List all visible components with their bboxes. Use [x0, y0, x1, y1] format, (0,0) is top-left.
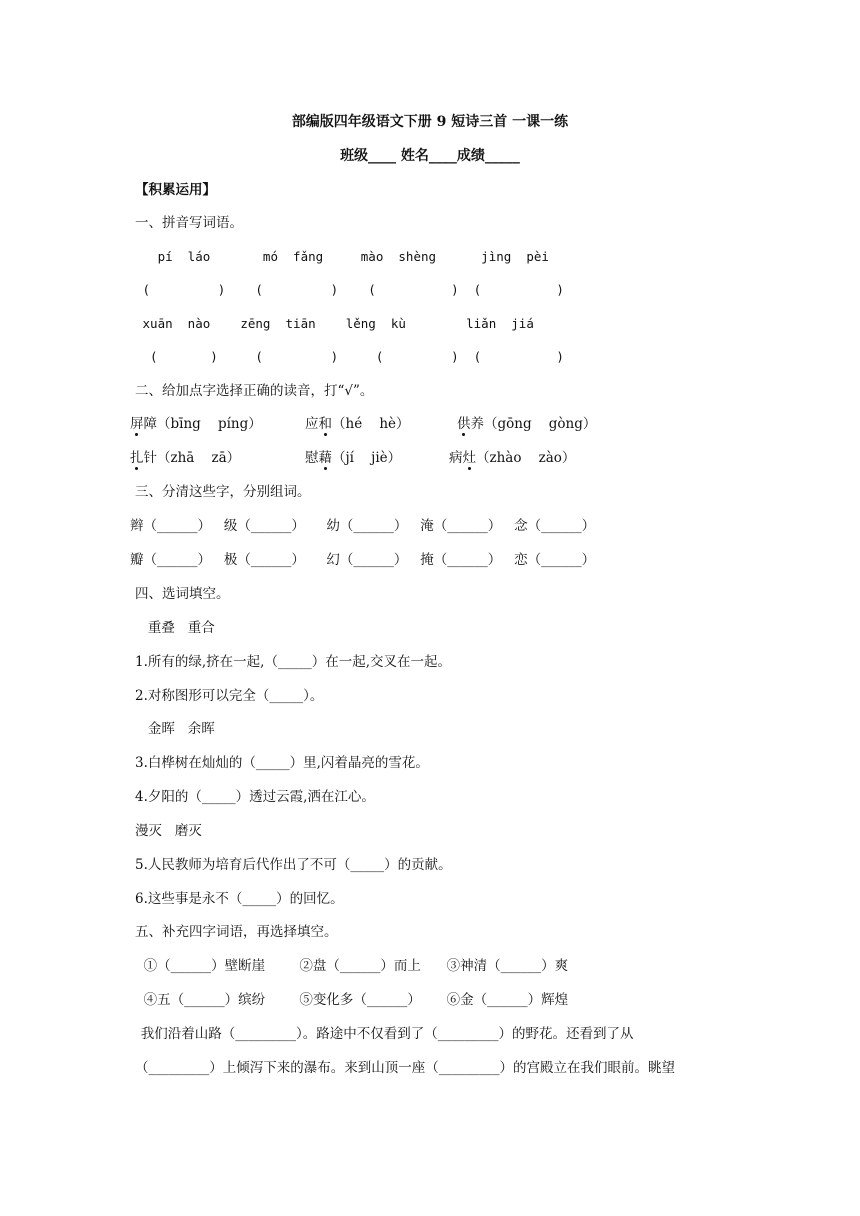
- q2-item-4: 扎针（zhā zā）: [130, 450, 241, 466]
- q1-pinyin-row-2: xuān nào zēng tiān lěng kù liǎn jiá: [135, 316, 534, 331]
- q4-sentence-4: 4.夕阳的（_____）透过云霞,洒在江心。: [135, 789, 375, 805]
- q4-sentence-5: 5.人民教师为培育后代作出了不可（_____）的贡献。: [135, 857, 452, 873]
- q4-sentence-2: 2.对称图形可以完全（_____）。: [135, 688, 324, 704]
- q4-sentence-3: 3.白桦树在灿灿的（_____）里,闪着晶亮的雪花。: [135, 755, 429, 771]
- q2-item-3: 供养（gōng gòng）: [457, 416, 597, 432]
- q4-word-choice-3: 漫灭 磨灭: [135, 823, 202, 839]
- q2-item-6: 病灶（zhào zào）: [449, 450, 576, 466]
- page-title: 部编版四年级语文下册 9 短诗三首 一课一练: [291, 114, 569, 130]
- q2-heading: 二、给加点字选择正确的读音，打“√”。: [135, 383, 374, 399]
- q2-item-1: 屏障（bīng píng）: [130, 416, 262, 432]
- q3-row-1: 辫（______） 级（______） 幼（______） 淹（______） 念（______）: [130, 518, 596, 534]
- q1-heading: 一、拼音写词语。: [135, 215, 243, 231]
- q5-idioms-row-2: ④五（______）缤纷 ⑤变化多（______） ⑥金（______）辉煌: [135, 992, 569, 1008]
- q1-pinyin-row-1: pí láo mó fǎng mào shèng jìng pèi: [135, 249, 549, 264]
- q2-item-2: 应和（hé hè）: [305, 416, 410, 432]
- q5-paragraph-line-1: 我们沿着山路（_________）。路途中不仅看到了（_________）的野花。还看到了从: [115, 1026, 634, 1042]
- q4-word-choice-1: 重叠 重合: [135, 620, 215, 636]
- q5-heading: 五、补充四字词语，再选择填空。: [135, 924, 338, 940]
- q4-sentence-1: 1.所有的绿,挤在一起,（_____）在一起,交叉在一起。: [135, 654, 452, 670]
- q1-blank-row-2: ( ) ( ) ( ) ( ): [135, 349, 564, 364]
- q3-heading: 三、分清这些字，分别组词。: [135, 484, 311, 500]
- q3-row-2: 瓣（______） 极（______） 幻（______） 掩（______） 恋（______）: [130, 552, 596, 568]
- q4-sentence-6: 6.这些事是永不（_____）的回忆。: [135, 891, 344, 907]
- q4-word-choice-2: 金晖 余晖: [135, 721, 215, 737]
- q5-paragraph-line-2: （_________）上倾泻下来的瀑布。来到山顶一座（_________）的宫殿立在我们眼前。眺望: [135, 1060, 675, 1076]
- q1-blank-row-1: ( ) ( ) ( ) ( ): [135, 282, 564, 297]
- q5-idioms-row-1: ①（______）壁断崖 ②盘（______）而上 ③神清（______）爽: [135, 958, 569, 974]
- section-heading: 【积累运用】: [135, 182, 216, 198]
- q4-heading: 四、选词填空。: [135, 586, 230, 602]
- q2-item-5: 慰藉（jí jiè）: [305, 450, 402, 466]
- student-info-line: 班级____ 姓名____成绩_____: [340, 148, 520, 164]
